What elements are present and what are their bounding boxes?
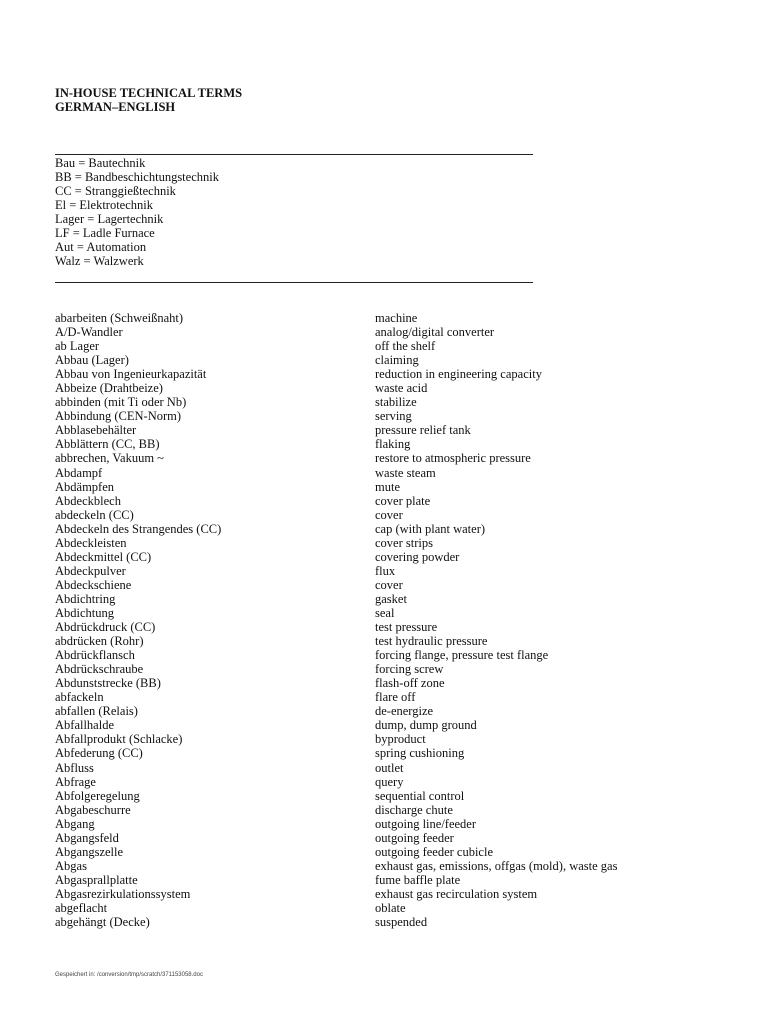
german-term: Abdichtung xyxy=(55,605,115,620)
english-term: analog/digital converter xyxy=(375,325,495,340)
german-term: abfallen (Relais) xyxy=(55,704,138,719)
english-term: test hydraulic pressure xyxy=(375,634,488,649)
english-term: exhaust gas recirculation system xyxy=(375,886,538,901)
german-term: Abgas xyxy=(55,858,87,873)
german-term: A/D-Wandler xyxy=(55,325,123,340)
german-term: Abdämpfen xyxy=(55,479,115,494)
english-term: cover plate xyxy=(375,493,431,508)
english-term: flash-off zone xyxy=(375,676,445,691)
english-term: test pressure xyxy=(375,620,438,635)
german-term: abgehängt (Decke) xyxy=(55,915,150,930)
german-term: Abfolgeregelung xyxy=(55,788,140,803)
english-term: outgoing feeder xyxy=(375,830,454,845)
german-term: Abfluss xyxy=(55,760,94,775)
german-term: Abdeckleisten xyxy=(55,535,127,550)
english-term: stabilize xyxy=(375,395,417,410)
german-term: Abdeckblech xyxy=(55,493,121,508)
english-term: outgoing line/feeder xyxy=(375,816,477,831)
footer-path: Gespeichert in: /conversion/tmp/scratch/371153058.doc xyxy=(55,972,203,978)
abbreviation-item: BB = Bandbeschichtungstechnik xyxy=(55,170,219,184)
german-term: Abdampf xyxy=(55,465,103,480)
german-term: abbinden (mit Ti oder Nb) xyxy=(55,395,187,410)
german-term: Abdeckpulver xyxy=(55,563,126,578)
german-term: abarbeiten (Schweißnaht) xyxy=(55,311,184,325)
english-term: gasket xyxy=(375,591,407,606)
german-term: Abdeckeln des Strangendes (CC) xyxy=(55,521,222,536)
english-term: restore to atmospheric pressure xyxy=(375,451,531,466)
german-term: ab Lager xyxy=(55,339,100,354)
abbreviation-item: Bau = Bautechnik xyxy=(55,156,146,170)
german-term: abfackeln xyxy=(55,690,104,705)
english-term: flare off xyxy=(375,690,416,705)
english-term: forcing flange, pressure test flange xyxy=(375,648,549,663)
english-term: exhaust gas, emissions, offgas (mold), waste gas xyxy=(375,858,618,873)
english-term: dump, dump ground xyxy=(375,718,477,733)
english-term: de-energize xyxy=(375,704,434,719)
english-term: query xyxy=(375,774,404,789)
german-term: Abgangszelle xyxy=(55,844,124,859)
english-term: mute xyxy=(375,479,400,494)
english-term: spring cushioning xyxy=(375,746,465,761)
abbreviation-item: Lager = Lagertechnik xyxy=(55,212,164,226)
english-term: sequential control xyxy=(375,788,465,803)
document-subtitle: GERMAN–ENGLISH xyxy=(55,100,176,114)
german-term: Abbau von Ingenieurkapazität xyxy=(55,367,207,382)
german-term: Abfallhalde xyxy=(55,718,115,733)
german-term: Abfallprodukt (Schlacke) xyxy=(55,732,183,747)
english-term: fume baffle plate xyxy=(375,872,461,887)
german-term: Abblättern (CC, BB) xyxy=(55,437,160,452)
german-term: Abbindung (CEN-Norm) xyxy=(55,409,182,424)
english-term: claiming xyxy=(375,353,419,368)
german-term: abgeflacht xyxy=(55,900,108,915)
english-term: waste acid xyxy=(375,381,428,396)
abbreviation-list xyxy=(55,156,219,268)
english-term: reduction in engineering capacity xyxy=(375,367,542,382)
english-term: off the shelf xyxy=(375,339,436,354)
english-term: flaking xyxy=(375,437,411,452)
english-term: outlet xyxy=(375,760,404,775)
german-term: Abbeize (Drahtbeize) xyxy=(55,381,163,396)
abbreviation-item: CC = Stranggießtechnik xyxy=(55,184,176,198)
german-term: Abdeckmittel (CC) xyxy=(55,549,152,564)
german-term: Abdrückdruck (CC) xyxy=(55,620,156,635)
english-term: cap (with plant water) xyxy=(375,521,486,536)
german-term: Abbau (Lager) xyxy=(55,353,129,368)
german-term: Abdeckschiene xyxy=(55,577,132,592)
english-term: cover strips xyxy=(375,535,433,550)
english-term: cover xyxy=(375,507,403,522)
german-term: Abdichtring xyxy=(55,591,116,606)
abbreviation-item: Aut = Automation xyxy=(55,240,147,254)
german-term: Abgangsfeld xyxy=(55,830,119,845)
german-term: Abgang xyxy=(55,816,95,831)
german-term: abdeckeln (CC) xyxy=(55,507,134,522)
abbreviation-item: Walz = Walzwerk xyxy=(55,254,144,268)
document-title: IN-HOUSE TECHNICAL TERMS xyxy=(55,86,243,100)
english-term: flux xyxy=(375,563,396,578)
english-term: pressure relief tank xyxy=(375,423,471,438)
english-term: machine xyxy=(375,311,418,325)
german-term: abdrücken (Rohr) xyxy=(55,634,144,649)
german-term: Abdrückflansch xyxy=(55,648,135,663)
german-term: Abdrückschraube xyxy=(55,662,144,677)
english-term: discharge chute xyxy=(375,802,453,817)
abbreviation-item: El = Elektrotechnik xyxy=(55,198,153,212)
abbreviation-item: LF = Ladle Furnace xyxy=(55,226,155,240)
english-term: covering powder xyxy=(375,549,460,564)
english-term: forcing screw xyxy=(375,662,444,677)
bottom-divider xyxy=(55,282,533,283)
german-term: Abgasrezirkulationssystem xyxy=(55,886,191,901)
top-divider xyxy=(55,154,533,155)
german-term: Abdunststrecke (BB) xyxy=(55,676,161,691)
german-term: Abgasprallplatte xyxy=(55,872,138,887)
german-term: Abfrage xyxy=(55,774,96,789)
german-term: Abblasebehälter xyxy=(55,423,137,438)
english-term: waste steam xyxy=(375,465,436,480)
english-term: cover xyxy=(375,577,403,592)
english-term: byproduct xyxy=(375,732,426,747)
english-term: oblate xyxy=(375,900,406,915)
english-term: outgoing feeder cubicle xyxy=(375,844,494,859)
german-term: Abgabeschurre xyxy=(55,802,131,817)
english-term: serving xyxy=(375,409,412,424)
english-term: seal xyxy=(375,605,395,620)
german-term: abbrechen, Vakuum ~ xyxy=(55,451,164,466)
english-term: suspended xyxy=(375,915,428,930)
german-term: Abfederung (CC) xyxy=(55,746,143,761)
